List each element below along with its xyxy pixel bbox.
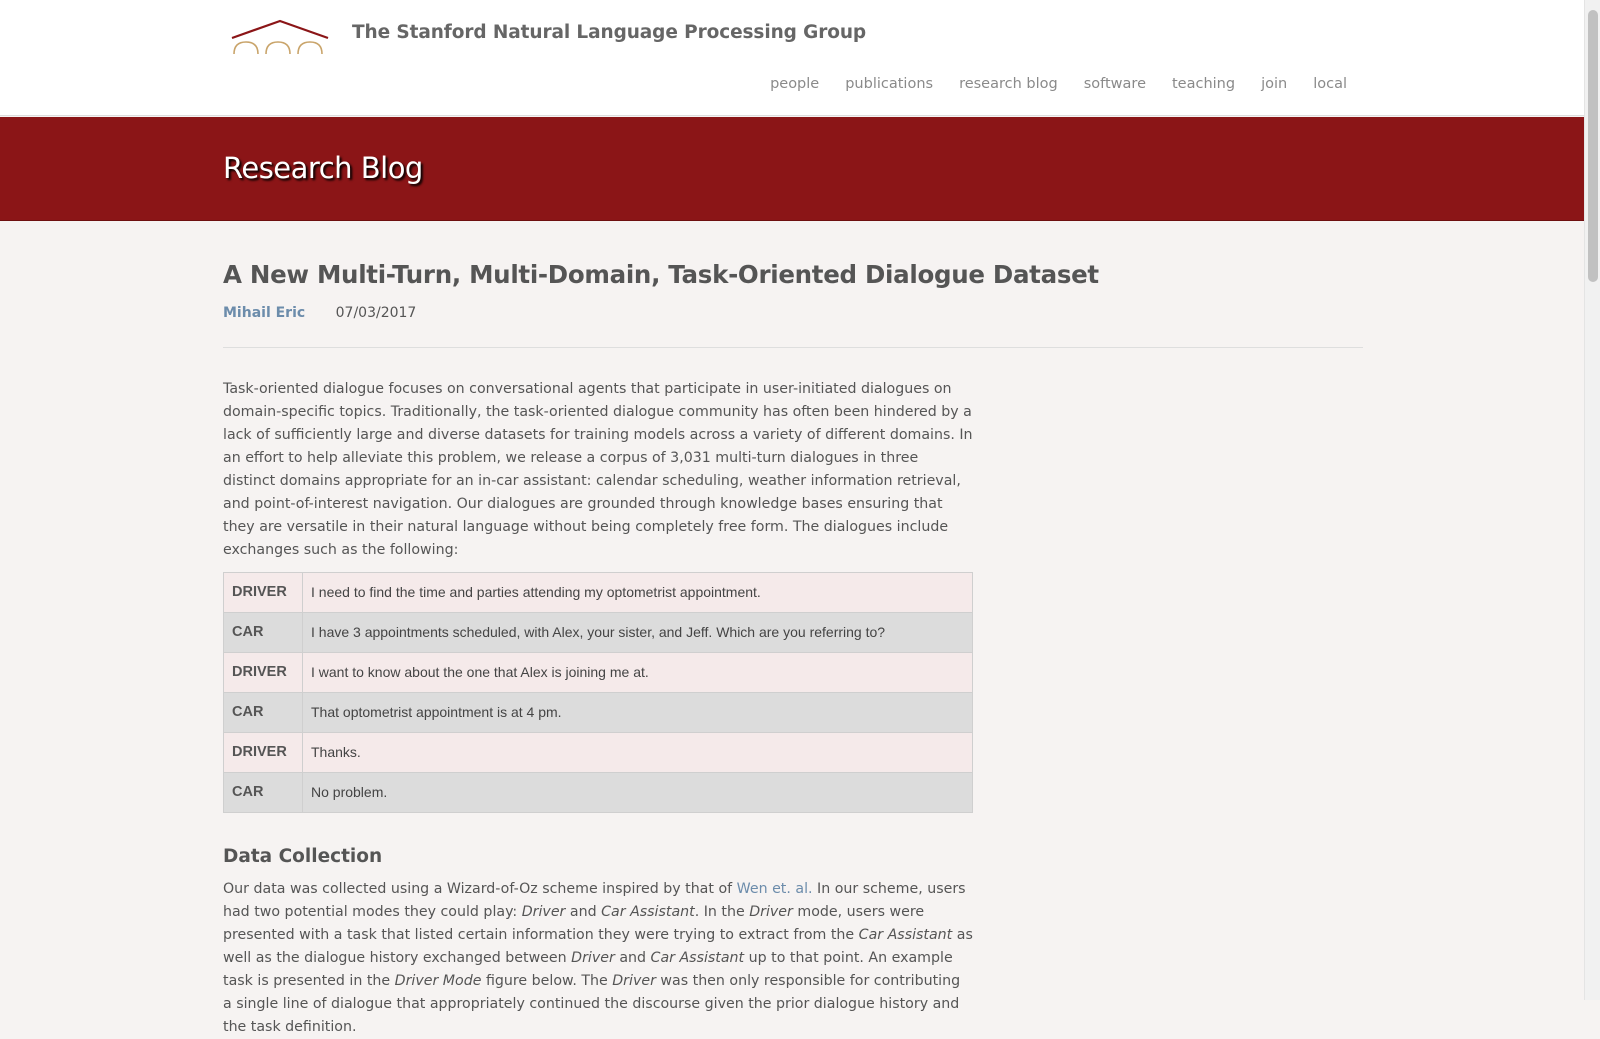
text-run: mode, users were presented with a task that listed certain information they were trying to extract from the xyxy=(223,904,925,943)
section-title: Data Collection xyxy=(223,846,383,867)
utterance-cell: Thanks. xyxy=(303,733,973,773)
nav-join[interactable]: join xyxy=(1261,76,1288,92)
stanford-arches-logo-icon[interactable] xyxy=(230,18,330,58)
utterance-cell: I want to know about the one that Alex is joining me at. xyxy=(303,653,973,693)
table-row xyxy=(224,573,973,613)
table-row xyxy=(224,773,973,813)
speaker-cell: DRIVER xyxy=(224,733,303,773)
post-header xyxy=(223,260,1363,348)
utterance-cell: That optometrist appointment is at 4 pm. xyxy=(303,693,973,733)
intro-paragraph: Task-oriented dialogue focuses on conversational agents that participate in user-initiated dialogues on domain-specific topics. Traditionally, the task-oriented dialogue community has often been hindered by a lack of sufficiently large and diverse datasets for training models across a variety of different domains. In an effort to help alleviate this problem, we release a corpus of 3,031 multi-turn dialogues in three distinct domains appropriate for an in-car assistant: calendar scheduling, weather information retrieval, and point-of-interest navigation. Our dialogues are grounded through knowledge bases ensuring that they are versatile in their natural language without being completely free form. The dialogues include exchanges such as the following: xyxy=(223,381,973,558)
site-header xyxy=(0,0,1584,116)
nav-publications[interactable]: publications xyxy=(845,76,934,92)
italic-run: Car Assistant xyxy=(650,950,745,966)
text-run: and xyxy=(565,904,602,920)
text-run: figure below. The xyxy=(481,973,613,989)
post-body xyxy=(223,378,973,1039)
text-run: In our scheme, users had two potential modes they could play: xyxy=(223,881,966,920)
text-run: and xyxy=(614,950,651,966)
page-banner xyxy=(0,117,1584,221)
main-nav xyxy=(744,76,1347,92)
site-title[interactable]: The Stanford Natural Language Processing Group xyxy=(352,22,867,43)
text-run: was then only responsible for contributing a single line of dialogue that appropriately continued the discourse given the prior dialogue history and the task definition. xyxy=(223,973,961,1035)
text-run: as well as the dialogue history exchanged between xyxy=(223,927,973,966)
italic-run: Driver xyxy=(749,904,793,920)
post-date: 07/03/2017 xyxy=(335,305,417,321)
dialogue-table xyxy=(223,572,973,813)
text-run: up to that point. An example task is presented in the xyxy=(223,950,953,989)
wen-et-al-link[interactable]: Wen et. al. xyxy=(736,881,813,897)
table-row xyxy=(224,733,973,773)
speaker-cell: CAR xyxy=(224,613,303,653)
table-row xyxy=(224,653,973,693)
nav-people[interactable]: people xyxy=(770,76,820,92)
post-meta xyxy=(223,305,1363,325)
italic-run: Driver xyxy=(521,904,566,920)
speaker-cell: CAR xyxy=(224,773,303,813)
nav-teaching[interactable]: teaching xyxy=(1172,76,1236,92)
italic-run: Car Assistant xyxy=(601,904,695,920)
utterance-cell: I have 3 appointments scheduled, with Alex, your sister, and Jeff. Which are you referring to? xyxy=(303,613,973,653)
speaker-cell: CAR xyxy=(224,693,303,733)
divider xyxy=(223,347,1363,348)
nav-local[interactable]: local xyxy=(1313,76,1347,92)
vertical-scrollbar[interactable] xyxy=(1584,0,1600,1000)
speaker-cell: DRIVER xyxy=(224,573,303,613)
scrollbar-thumb[interactable] xyxy=(1588,10,1598,282)
table-row xyxy=(224,613,973,653)
italic-run: Driver xyxy=(612,973,656,989)
author-link[interactable]: Mihail Eric xyxy=(223,305,306,321)
post-title: A New Multi-Turn, Multi-Domain, Task-Oriented Dialogue Dataset xyxy=(223,260,1099,289)
text-run: . In the xyxy=(694,904,750,920)
section-paragraph xyxy=(223,878,973,1039)
utterance-cell: No problem. xyxy=(303,773,973,813)
nav-research-blog[interactable]: research blog xyxy=(959,76,1058,92)
italic-run: Driver xyxy=(571,950,615,966)
speaker-cell: DRIVER xyxy=(224,653,303,693)
italic-run: Car Assistant xyxy=(858,927,953,943)
nav-software[interactable]: software xyxy=(1083,76,1146,92)
text-run: Our data was collected using a Wizard-of-Oz scheme inspired by that of xyxy=(223,881,737,897)
italic-run: Driver Mode xyxy=(394,973,482,989)
table-row xyxy=(224,693,973,733)
utterance-cell: I need to find the time and parties attending my optometrist appointment. xyxy=(303,573,973,613)
banner-title: Research Blog xyxy=(223,151,423,185)
